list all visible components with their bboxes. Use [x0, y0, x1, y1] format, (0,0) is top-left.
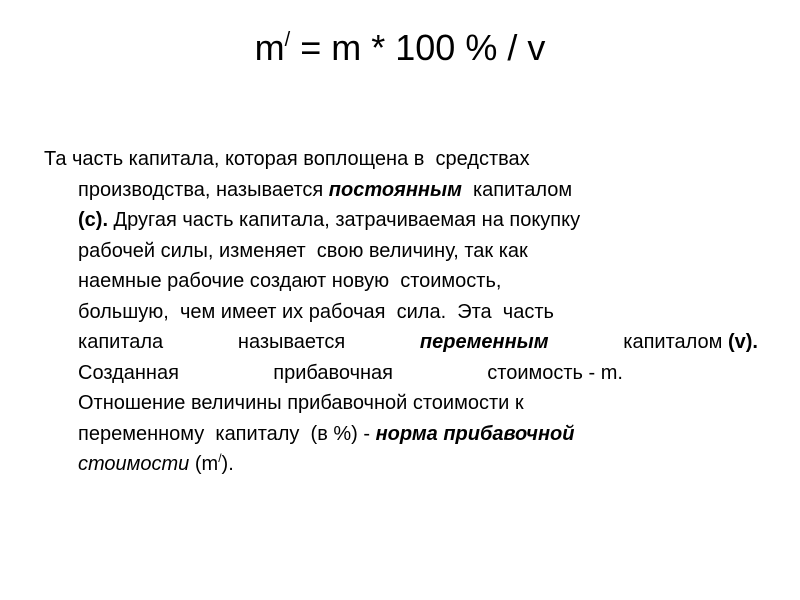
text-run: капиталом: [623, 331, 728, 353]
symbol-v: (v).: [727, 331, 758, 353]
body-text: [44, 144, 764, 480]
text-line-8: [44, 358, 764, 389]
text-line-7: [44, 327, 764, 358]
text-run: Созданная: [78, 361, 179, 384]
term-value-italic: стоимости: [78, 453, 190, 475]
text-run: большую, чем имеет их рабочая сила. Эта часть: [78, 300, 554, 323]
formula-prime: /: [284, 29, 291, 51]
text-line-3: [44, 205, 764, 236]
prime-mark: /: [218, 451, 222, 465]
text-run: Другая часть капитала, затрачиваемая на покупку: [108, 209, 581, 231]
text-line-1: [44, 144, 764, 175]
text-line-9: [44, 388, 764, 419]
formula-m: m: [254, 27, 285, 68]
text-run: называется: [237, 331, 346, 353]
text-run: прибавочная: [273, 361, 393, 384]
text-run: стоимость - m.: [487, 361, 623, 384]
text-run: [623, 327, 758, 358]
formula-rest: = m * 100 % / v: [290, 27, 546, 68]
text-run: ).: [221, 453, 234, 475]
text-line-5: [44, 266, 764, 297]
term-variable: переменным: [419, 331, 549, 353]
symbol-c: (с).: [78, 209, 108, 231]
formula-title: [0, 26, 800, 70]
text-run: наемные рабочие создают новую стоимость,: [78, 270, 502, 292]
text-line-4: [44, 236, 764, 267]
text-line-2: [44, 175, 764, 206]
term-rate-of-surplus-value: норма прибавочной: [375, 422, 575, 445]
text-line-11: [44, 449, 764, 480]
term-constant: постоянным: [328, 178, 462, 201]
text-run: Та часть капитала, которая воплощена в средствах: [44, 148, 530, 170]
text-run: капитала: [78, 331, 164, 353]
text-run: рабочей силы, изменяет свою величину, так как: [78, 239, 528, 262]
text-line-10: [44, 419, 764, 450]
text-run: производства, называется: [78, 178, 329, 201]
text-line-6: [44, 297, 764, 328]
justified-row: [78, 358, 623, 389]
text-run: Отношение величины прибавочной стоимости к: [78, 392, 524, 414]
text-run: капиталом: [461, 178, 573, 201]
justified-row: [78, 327, 758, 358]
text-run: переменному капиталу (в %) -: [78, 422, 376, 445]
text-run: (m: [189, 453, 219, 475]
